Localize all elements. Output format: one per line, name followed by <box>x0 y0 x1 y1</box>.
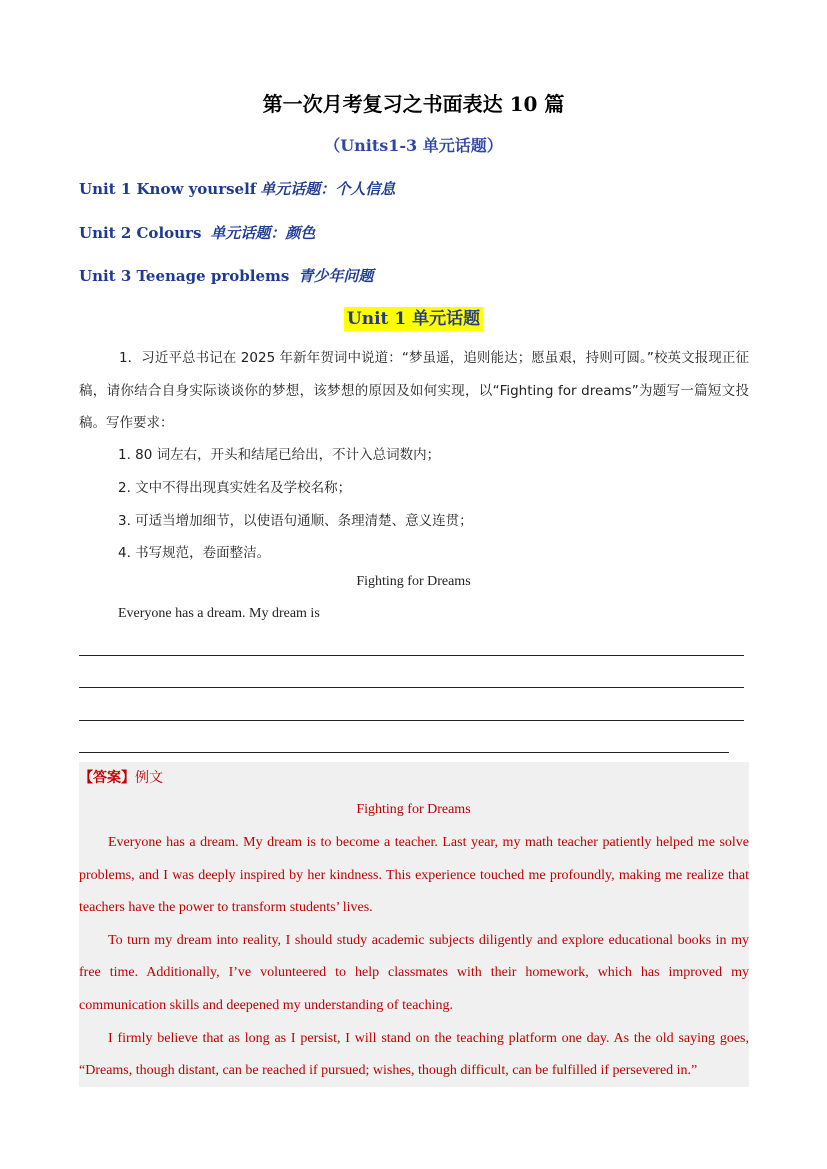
writing-line <box>79 752 729 753</box>
essay-starter: Everyone has a dream. My dream is <box>118 606 320 621</box>
answer-paragraph-1: Everyone has a dream. My dream is to become a teacher. Last year, my math teacher patiently helped me solve problems, and I was deeply inspired by her kindness. This experience touched me profoundly, making me realize that teachers have the power to transform students’ lives. <box>79 835 749 916</box>
unit-topic-1-cn: 单元话题：个人信息 <box>260 180 396 198</box>
unit-topic-2-cn: 单元话题：颜色 <box>210 224 316 242</box>
unit-topic-2 <box>79 222 315 243</box>
answer-essay-title: Fighting for Dreams <box>356 802 471 817</box>
answer-tag: 【答案】 <box>79 770 135 786</box>
unit-topic-1 <box>79 178 395 199</box>
unit-topic-2-en: Unit 2 Colours <box>79 224 202 242</box>
answer-label <box>79 767 163 787</box>
writing-line <box>79 655 744 656</box>
unit-topic-3-en: Unit 3 Teenage problems <box>79 267 290 285</box>
section-heading <box>0 304 827 329</box>
writing-prompt: 1．习近平总书记在 2025 年新年贺词中说道：“梦虽遥，追则能达；愿虽艰，持则可圆。”校英文报现正征稿，请你结合自身实际谈谈你的梦想，该梦想的原因及如何实现，以“Fighting for dreams”为题写一篇短文投稿。写作要求： <box>79 350 749 431</box>
page-subtitle: （Units1-3 单元话题） <box>324 136 503 155</box>
answer-essay <box>79 827 749 1088</box>
unit-topic-3-cn: 青少年问题 <box>298 267 374 285</box>
answer-paragraph-2: To turn my dream into reality, I should study academic subjects diligently and explore educational books in my free time. Additionally, I’ve volunteered to help classmates with their homework, which has improved my communication skills and deepened my understanding of teaching. <box>79 932 749 1013</box>
requirement-4: 4. 书写规范，卷面整洁。 <box>118 545 271 561</box>
essay-title: Fighting for Dreams <box>356 574 471 589</box>
unit-topic-3 <box>79 265 373 286</box>
requirement-3: 3. 可适当增加细节，以使语句通顺、条理清楚、意义连贯； <box>118 513 473 529</box>
requirement-2: 2. 文中不得出现真实姓名及学校名称； <box>118 480 352 496</box>
answer-tag-suffix: 例文 <box>135 770 163 786</box>
writing-line <box>79 687 744 688</box>
unit-topic-1-en: Unit 1 Know yourself <box>79 180 257 198</box>
writing-line <box>79 720 744 721</box>
answer-paragraph-3: I firmly believe that as long as I persist, I will stand on the teaching platform one day. As the old saying goes, “Dreams, though distant, can be reached if pursued; wishes, though difficult, can be fulfilled if persevered in.” <box>79 1030 749 1079</box>
requirement-1: 1. 80 词左右，开头和结尾已给出，不计入总词数内； <box>118 447 441 463</box>
section-heading-label: Unit 1 单元话题 <box>344 307 483 331</box>
page-title: 第一次月考复习之书面表达 10 篇 <box>262 92 565 116</box>
